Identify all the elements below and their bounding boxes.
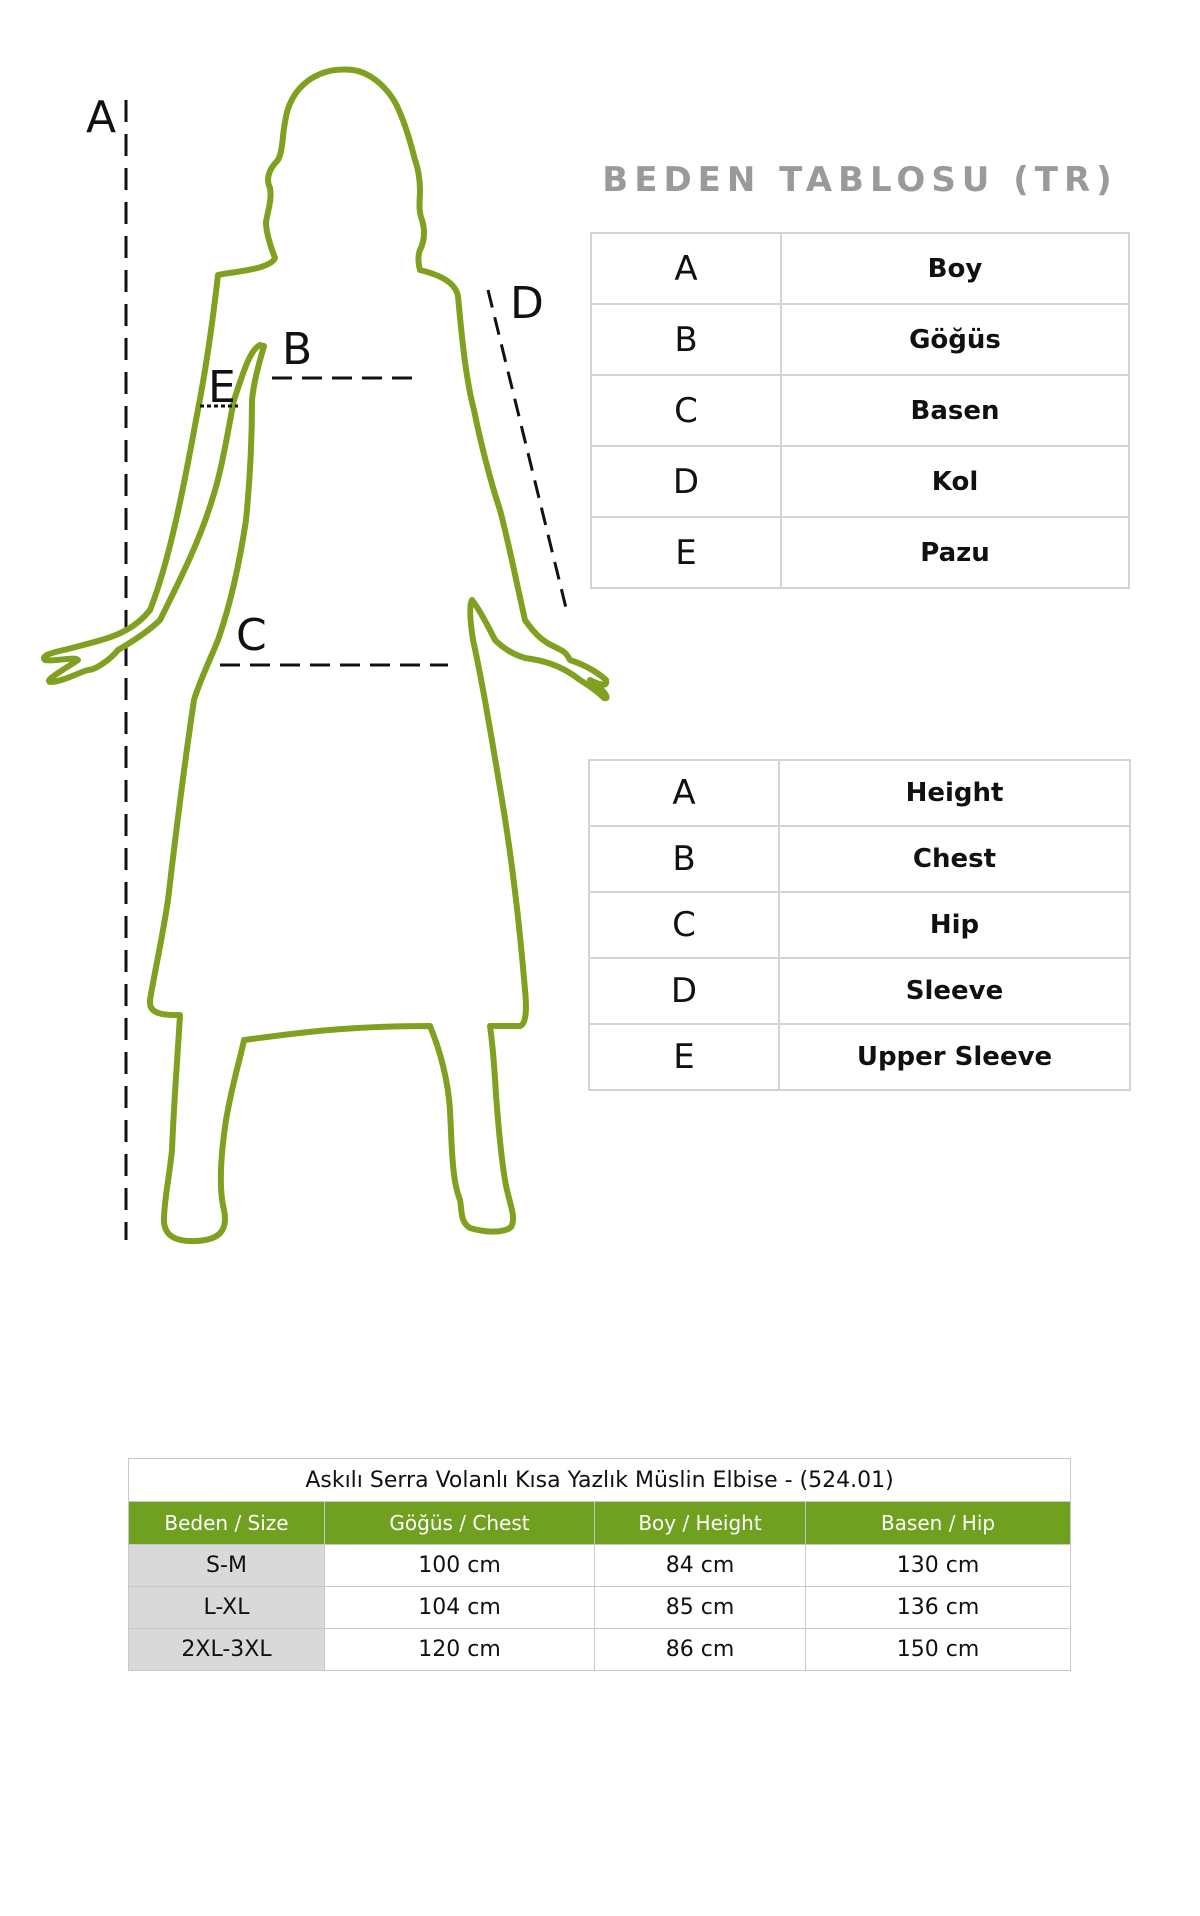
legend-key: E bbox=[589, 1024, 779, 1090]
legend-title: BEDEN TABLOSU (TR) bbox=[602, 160, 1118, 200]
table-row bbox=[589, 826, 1130, 892]
legend-key: A bbox=[589, 760, 779, 826]
size-cell: L-XL bbox=[129, 1587, 325, 1629]
legend-value: Pazu bbox=[781, 517, 1129, 588]
label-b: B bbox=[282, 324, 313, 375]
legend-value: Boy bbox=[781, 233, 1129, 304]
legend-value: Kol bbox=[781, 446, 1129, 517]
chest-cell: 104 cm bbox=[325, 1587, 595, 1629]
legend-key: D bbox=[591, 446, 781, 517]
legend-key: B bbox=[589, 826, 779, 892]
size-chart-table bbox=[128, 1458, 1071, 1671]
table-row bbox=[129, 1587, 1071, 1629]
table-row bbox=[591, 517, 1129, 588]
table-row bbox=[589, 958, 1130, 1024]
legend-value: Upper Sleeve bbox=[779, 1024, 1130, 1090]
legend-key: E bbox=[591, 517, 781, 588]
height-cell: 86 cm bbox=[595, 1629, 806, 1671]
hip-cell: 130 cm bbox=[806, 1545, 1071, 1587]
product-title: Askılı Serra Volanlı Kısa Yazlık Müslin Elbise - (524.01) bbox=[129, 1459, 1071, 1502]
table-row bbox=[589, 1024, 1130, 1090]
legend-value: Hip bbox=[779, 892, 1130, 958]
label-c: C bbox=[236, 610, 267, 661]
legend-value: Height bbox=[779, 760, 1130, 826]
legend-key: C bbox=[589, 892, 779, 958]
label-a: A bbox=[86, 92, 117, 143]
figure-silhouette bbox=[44, 69, 607, 1241]
label-d: D bbox=[510, 278, 544, 329]
measurement-diagram bbox=[0, 0, 660, 1300]
turkish-legend-table bbox=[590, 232, 1130, 589]
table-row bbox=[589, 892, 1130, 958]
sleeve-measure-line bbox=[488, 290, 566, 608]
legend-key: C bbox=[591, 375, 781, 446]
table-row bbox=[589, 760, 1130, 826]
table-row bbox=[129, 1629, 1071, 1671]
height-cell: 85 cm bbox=[595, 1587, 806, 1629]
table-row bbox=[591, 446, 1129, 517]
legend-key: B bbox=[591, 304, 781, 375]
label-e: E bbox=[208, 362, 236, 413]
table-row bbox=[129, 1545, 1071, 1587]
legend-value: Basen bbox=[781, 375, 1129, 446]
hip-cell: 150 cm bbox=[806, 1629, 1071, 1671]
measurement-figure bbox=[0, 0, 660, 1300]
column-header-hip: Basen / Hip bbox=[806, 1502, 1071, 1545]
table-row bbox=[591, 375, 1129, 446]
size-cell: S-M bbox=[129, 1545, 325, 1587]
legend-value: Göğüs bbox=[781, 304, 1129, 375]
table-row bbox=[591, 304, 1129, 375]
table-caption-row bbox=[129, 1459, 1071, 1502]
table-row bbox=[591, 233, 1129, 304]
hip-cell: 136 cm bbox=[806, 1587, 1071, 1629]
table-header-row bbox=[129, 1502, 1071, 1545]
legend-value: Chest bbox=[779, 826, 1130, 892]
legend-key: A bbox=[591, 233, 781, 304]
legend-value: Sleeve bbox=[779, 958, 1130, 1024]
chest-cell: 100 cm bbox=[325, 1545, 595, 1587]
english-legend-table bbox=[588, 759, 1131, 1091]
chest-cell: 120 cm bbox=[325, 1629, 595, 1671]
size-cell: 2XL-3XL bbox=[129, 1629, 325, 1671]
column-header-size: Beden / Size bbox=[129, 1502, 325, 1545]
height-cell: 84 cm bbox=[595, 1545, 806, 1587]
legend-key: D bbox=[589, 958, 779, 1024]
column-header-height: Boy / Height bbox=[595, 1502, 806, 1545]
column-header-chest: Göğüs / Chest bbox=[325, 1502, 595, 1545]
